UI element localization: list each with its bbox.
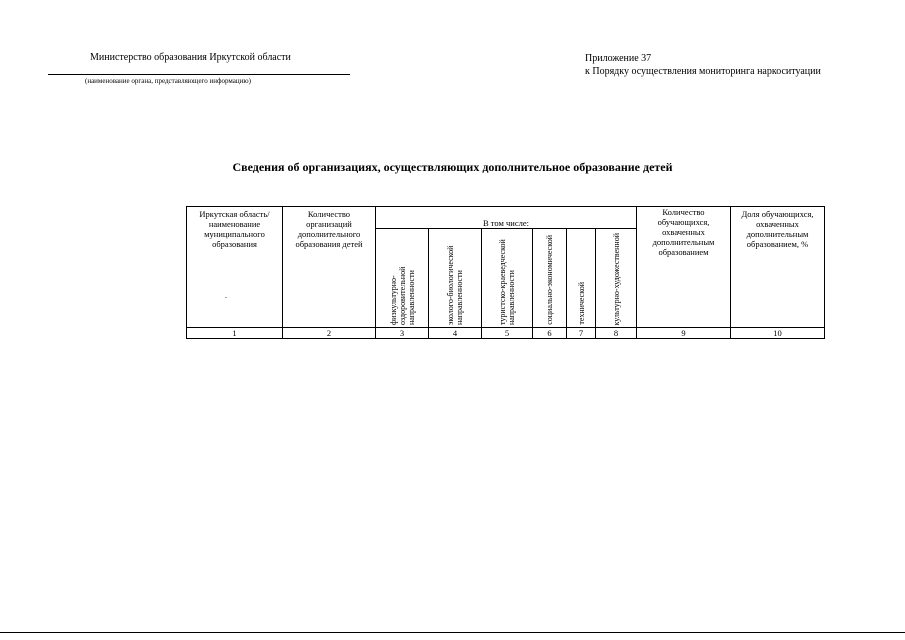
header-sub-4-cell bbox=[533, 229, 567, 328]
column-number: 6 bbox=[533, 328, 567, 339]
page-bottom-edge bbox=[0, 632, 905, 633]
document-title: Сведения об организациях, осуществляющих дополнительное образование детей bbox=[232, 160, 673, 174]
header-sub-3: туристско-краеведческой направленности bbox=[498, 239, 516, 325]
column-number: 4 bbox=[429, 328, 482, 339]
column-number: 7 bbox=[567, 328, 596, 339]
header-group-including: В том числе: bbox=[376, 207, 637, 229]
header-students-share: Доля обучающихся, охваченных дополнительным образованием, % bbox=[741, 209, 814, 249]
column-number: 9 bbox=[637, 328, 731, 339]
header-org-count: Количество организаций дополнительного образования детей bbox=[295, 209, 363, 249]
header-students-count: Количество обучающихся, охваченных дополнительным образованием bbox=[652, 207, 715, 257]
header-region: Иркутская область/ наименование муниципального образования bbox=[199, 209, 270, 249]
header-sub-4: социально-экономической bbox=[545, 235, 554, 325]
organization-caption: (наименование органа, представляющего информацию) bbox=[85, 77, 251, 85]
header-students-count-cell bbox=[637, 207, 731, 328]
column-number: 10 bbox=[731, 328, 825, 339]
header-org-count-cell bbox=[283, 207, 376, 328]
report-table bbox=[186, 206, 825, 339]
header-sub-6-cell bbox=[596, 229, 637, 328]
header-sub-1-cell bbox=[376, 229, 429, 328]
header-students-share-cell bbox=[731, 207, 825, 328]
organization-underline bbox=[48, 74, 350, 75]
header-sub-3-cell bbox=[482, 229, 533, 328]
column-number: 5 bbox=[482, 328, 533, 339]
appendix-line-2: к Порядку осуществления мониторинга наркоситуации bbox=[585, 66, 821, 77]
header-sub-5: технической bbox=[576, 282, 586, 325]
column-number: 1 bbox=[187, 328, 283, 339]
appendix-note bbox=[585, 52, 821, 78]
header-sub-2-cell bbox=[429, 229, 482, 328]
header-sub-1: физкультурно-оздоровительной направленности bbox=[388, 266, 416, 325]
column-number: 8 bbox=[596, 328, 637, 339]
column-numbers-row bbox=[187, 328, 825, 339]
stray-dot: . bbox=[225, 291, 227, 300]
organization-name: Министерство образования Иркутской области bbox=[90, 52, 291, 63]
column-number: 3 bbox=[376, 328, 429, 339]
column-number: 2 bbox=[283, 328, 376, 339]
header-region-cell bbox=[187, 207, 283, 328]
appendix-line-1: Приложение 37 bbox=[585, 53, 652, 64]
header-sub-6: культурно-художественной bbox=[611, 232, 621, 325]
header-sub-2: эколого-биологической направленности bbox=[446, 245, 464, 325]
header-sub-5-cell bbox=[567, 229, 596, 328]
